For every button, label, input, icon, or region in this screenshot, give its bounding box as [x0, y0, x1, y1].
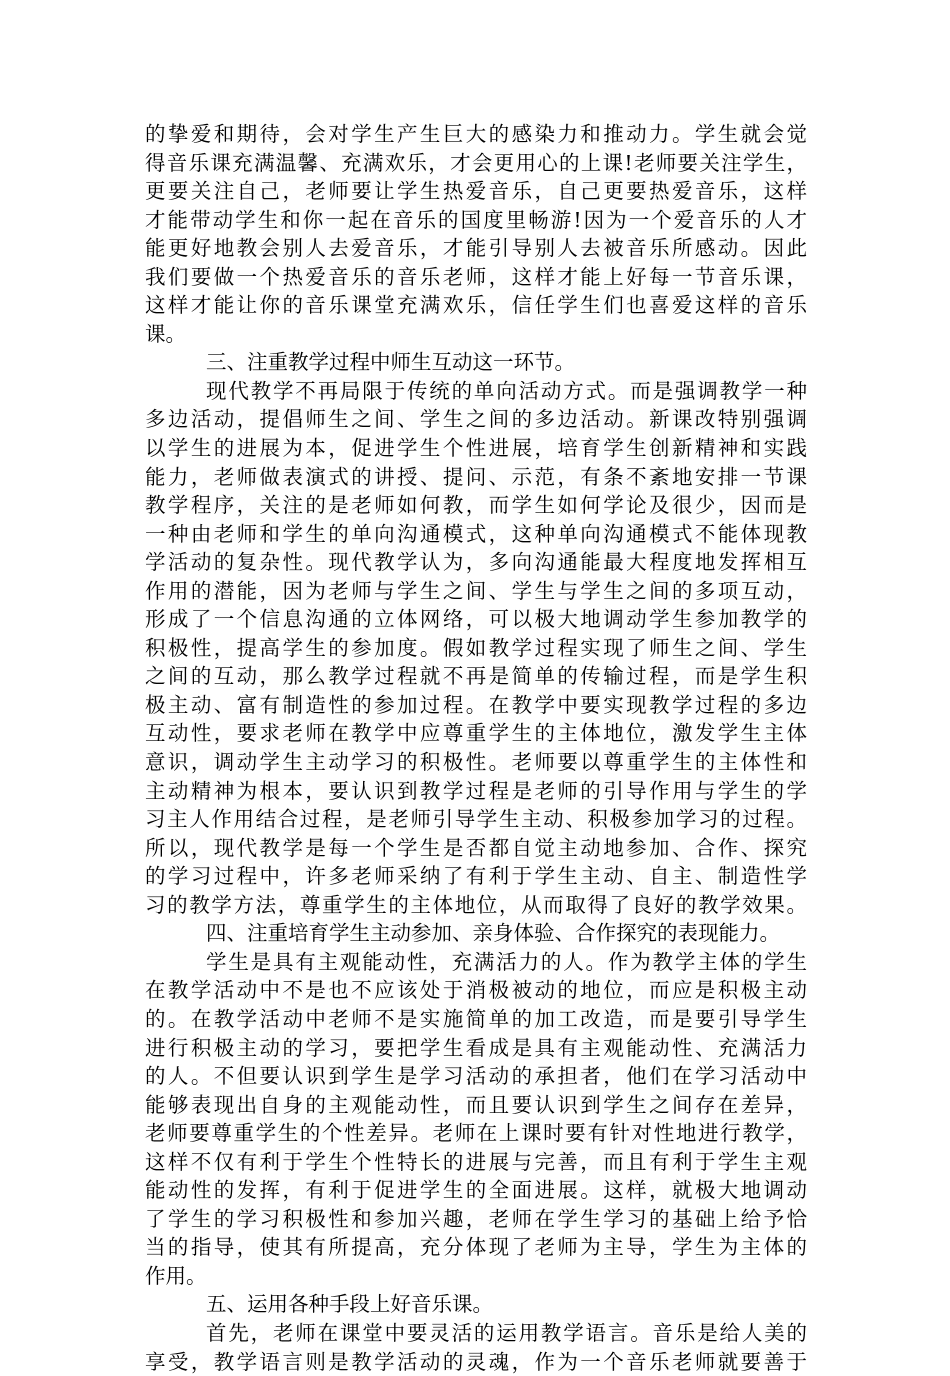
text-line: 进行积极主动的学习，要把学生看成是具有主观能动性、充满活力 — [145, 1035, 807, 1060]
section-heading: 三、注重教学过程中师生互动这一环节。 — [206, 350, 575, 375]
text-line: 的挚爱和期待，会对学生产生巨大的感染力和推动力。学生就会觉 — [145, 122, 807, 146]
text-line: 意识，调动学生主动学习的积极性。老师要以尊重学生的主体性和 — [145, 750, 807, 775]
text-line: 的学习过程中，许多老师采纳了有利于学生主动、自主、制造性学 — [145, 864, 807, 889]
text-line: 在教学活动中不是也不应该处于消极被动的地位，而应是积极主动 — [145, 978, 807, 1003]
text-line: 享受，教学语言则是教学活动的灵魂，作为一个音乐老师就要善于 — [145, 1349, 807, 1374]
text-line: 的。在教学活动中老师不是实施简单的加工改造，而是要引导学生 — [145, 1006, 807, 1031]
text-line: 之间的互动，那么教学过程就不再是简单的传输过程，而是学生积 — [145, 664, 807, 689]
text-line: 积极性，提高学生的参加度。假如教学过程实现了师生之间、学生 — [145, 635, 807, 660]
text-line: 一种由老师和学生的单向沟通模式，这种单向沟通模式不能体现教 — [145, 521, 807, 546]
text-line: 的人。不但要认识到学生是学习活动的承担者，他们在学习活动中 — [145, 1064, 807, 1089]
text-line: 极主动、富有制造性的参加过程。在教学中要实现教学过程的多边 — [145, 692, 807, 717]
text-line: 主动精神为根本，要认识到教学过程是老师的引导作用与学生的学 — [145, 778, 807, 803]
text-line: 教学程序，关注的是老师如何教，而学生如何学论及很少，因而是 — [145, 493, 807, 518]
text-line: 习的教学方法，尊重学生的主体地位，从而取得了良好的教学效果。 — [145, 892, 807, 917]
section-heading: 四、注重培育学生主动参加、亲身体验、合作探究的表现能力。 — [206, 921, 780, 946]
section-heading: 五、运用各种手段上好音乐课。 — [206, 1292, 493, 1317]
text-line: 多边活动，提倡师生之间、学生之间的多边活动。新课改特别强调 — [145, 407, 807, 432]
text-line: 能够表现出自身的主观能动性，而且要认识到学生之间存在差异， — [145, 1092, 807, 1117]
text-line: 得音乐课充满温馨、充满欢乐，才会更用心的上课!老师要关注学生， — [145, 150, 807, 175]
text-line: 学生是具有主观能动性，充满活力的人。作为教学主体的学生 — [206, 949, 807, 974]
text-line: 作用。 — [145, 1263, 207, 1288]
text-line: 课。 — [145, 321, 186, 346]
text-line: 互动性，要求老师在教学中应尊重学生的主体地位，激发学生主体 — [145, 721, 807, 746]
text-line: 学活动的复杂性。现代教学认为，多向沟通能最大程度地发挥相互 — [145, 550, 807, 575]
text-line: 这样不仅有利于学生个性特长的进展与完善，而且有利于学生主观 — [145, 1149, 807, 1174]
text-line: 当的指导，使其有所提高，充分体现了老师为主导，学生为主体的 — [145, 1235, 807, 1260]
text-line: 老师要尊重学生的个性差异。老师在上课时要有针对性地进行教学， — [145, 1121, 807, 1146]
text-line: 首先，老师在课堂中要灵活的运用教学语言。音乐是给人美的 — [206, 1320, 807, 1345]
text-line: 作用的潜能，因为老师与学生之间、学生与学生之间的多项互动， — [145, 578, 807, 603]
text-line: 才能带动学生和你一起在音乐的国度里畅游!因为一个爱音乐的人才 — [145, 207, 807, 232]
text-line: 所以，现代教学是每一个学生是否都自觉主动地参加、合作、探究 — [145, 835, 807, 860]
text-line: 能力，老师做表演式的讲授、提问、示范，有条不紊地安排一节课 — [145, 464, 807, 489]
body-text — [145, 120, 807, 1376]
text-line: 了学生的学习积极性和参加兴趣，老师在学生学习的基础上给予恰 — [145, 1206, 807, 1231]
text-line: 能动性的发挥，有利于促进学生的全面进展。这样，就极大地调动 — [145, 1178, 807, 1203]
text-line: 能更好地教会别人去爱音乐，才能引导别人去被音乐所感动。因此 — [145, 236, 807, 261]
text-line: 形成了一个信息沟通的立体网络，可以极大地调动学生参加教学的 — [145, 607, 807, 632]
text-line: 我们要做一个热爱音乐的音乐老师，这样才能上好每一节音乐课， — [145, 264, 807, 289]
text-line: 习主人作用结合过程，是老师引导学生主动、积极参加学习的过程。 — [145, 807, 807, 832]
text-line: 这样才能让你的音乐课堂充满欢乐，信任学生们也喜爱这样的音乐 — [145, 293, 807, 318]
text-line: 以学生的进展为本，促进学生个性进展，培育学生创新精神和实践 — [145, 436, 807, 461]
text-line: 更要关注自己，老师要让学生热爱音乐，自己更要热爱音乐，这样 — [145, 179, 807, 204]
text-line: 现代教学不再局限于传统的单向活动方式。而是强调教学一种 — [206, 378, 807, 403]
